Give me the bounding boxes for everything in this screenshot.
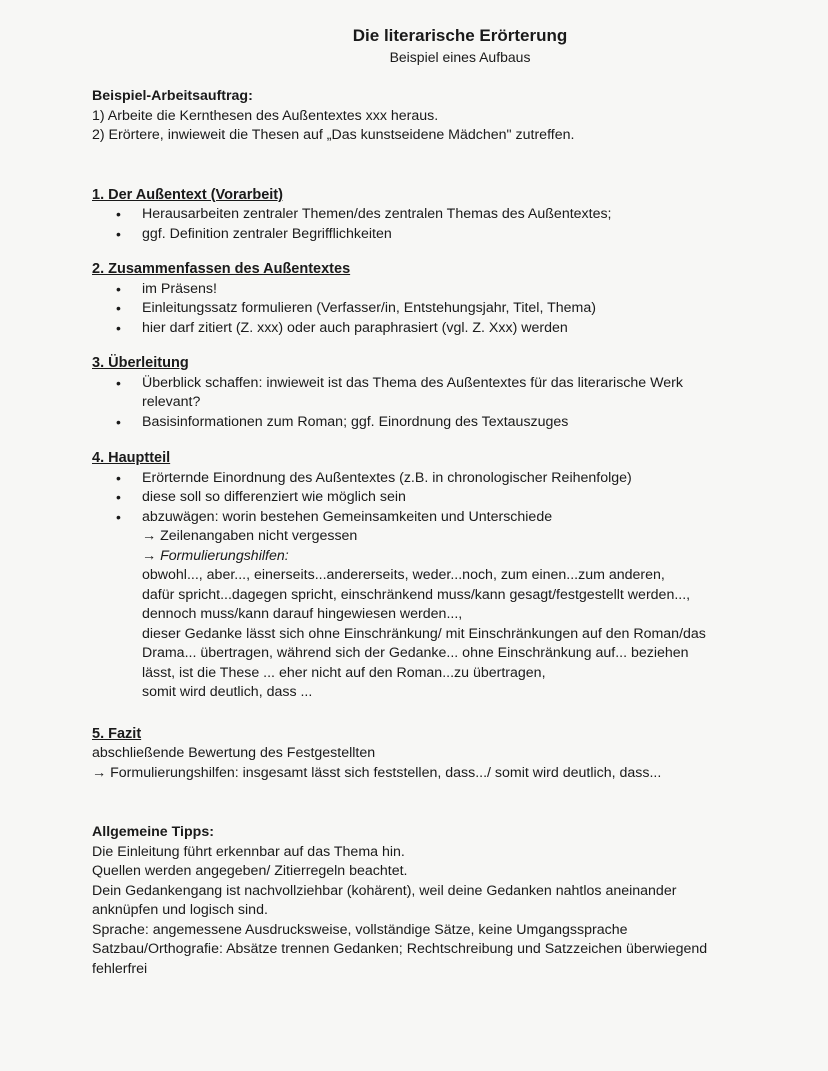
note-line: → Zeilenangaben nicht vergessen — [142, 528, 358, 544]
list-item: • im Präsens! — [142, 280, 768, 300]
section-fazit — [92, 725, 768, 784]
tips-heading: Allgemeine Tipps: — [92, 824, 214, 840]
list-item: • abzuwägen: worin bestehen Gemeinsamkeiten und Unterschiede — [142, 508, 768, 528]
assignment-line: 2) Erörtere, inwieweit die Thesen auf „Das kunstseidene Mädchen" zutreffen. — [92, 127, 575, 143]
list-item: • hier darf zitiert (Z. xxx) oder auch paraphrasiert (vgl. Z. Xxx) werden — [142, 319, 768, 339]
section-vorarbeit — [92, 186, 768, 245]
bullet-list — [92, 280, 768, 339]
assignment-line: 1) Arbeite die Kernthesen des Außentextes xxx heraus. — [92, 107, 439, 124]
phrase-line: somit wird deutlich, dass ... — [142, 684, 313, 700]
page-title: Die literarische Erörterung — [352, 26, 568, 45]
section-ueberleitung — [92, 354, 768, 432]
list-item: • Basisinformationen zum Roman; ggf. Einordnung des Textauszuges — [142, 413, 702, 433]
section-hauptteil — [92, 449, 768, 703]
tips-block — [92, 823, 732, 979]
note-line: → Formulierungshilfen: — [142, 547, 289, 564]
section-heading: 3. Überleitung — [92, 355, 189, 371]
section-zusammenfassen — [92, 260, 768, 338]
list-item: • diese soll so differenziert wie möglich sein — [142, 488, 768, 508]
section-heading: 1. Der Außentext (Vorarbeit) — [92, 186, 283, 203]
bullet-list — [92, 469, 768, 528]
section-heading: 5. Fazit — [92, 725, 142, 742]
tip-line: Dein Gedankengang ist nachvollziehbar (kohärent), weil deine Gedanken nahtlos aneinander anknüpfen und logisch sind. — [92, 882, 677, 918]
list-item: • Überblick schaffen: inwieweit ist das Thema des Außentextes für das literarische Werk relevant? — [142, 374, 702, 413]
phrase-line: dafür spricht...dagegen spricht, einschränkend muss/kann gesagt/festgestellt werden..., dennoch muss/kann darauf hingewiesen werden..., — [142, 586, 691, 622]
assignment-heading: Beispiel-Arbeitsauftrag: — [92, 88, 253, 104]
phrase-block — [92, 566, 717, 703]
tip-line: Quellen werden angegeben/ Zitierregeln beachtet. — [92, 863, 408, 879]
list-item: • Erörternde Einordnung des Außentextes (z.B. in chronologischer Reihenfolge) — [142, 469, 768, 489]
fazit-line: abschließende Bewertung des Festgestellten — [92, 745, 376, 761]
list-item: • Einleitungssatz formulieren (Verfasser/in, Entstehungsjahr, Titel, Thema) — [142, 299, 768, 319]
fazit-line: → Formulierungshilfen: insgesamt lässt sich feststellen, dass.../ somit wird deutlich, dass... — [92, 764, 662, 781]
phrase-line: dieser Gedanke lässt sich ohne Einschränkung/ mit Einschränkungen auf den Roman/das Drama... übertragen, während sich der Gedanke... ohne Einschränkung auf... beziehen lässt, ist die These ... eher nicht auf den Roman...zu übertragen, — [142, 625, 706, 681]
assignment-block — [92, 87, 768, 146]
tip-line: Satzbau/Orthografie: Absätze trennen Gedanken; Rechtschreibung und Satzzeichen überwiegend fehlerfrei — [92, 941, 708, 977]
bullet-list — [92, 205, 768, 244]
tip-line: Die Einleitung führt erkennbar auf das Thema hin. — [92, 843, 405, 860]
phrase-line: obwohl..., aber..., einerseits...andererseits, weder...noch, zum einen...zum anderen, — [142, 567, 665, 583]
page-subtitle: Beispiel eines Aufbaus — [389, 49, 531, 65]
tip-line: Sprache: angemessene Ausdrucksweise, vollständige Sätze, keine Umgangssprache — [92, 921, 628, 938]
list-item: • Herausarbeiten zentraler Themen/des zentralen Themas des Außentextes; — [142, 205, 768, 225]
section-heading: 4. Hauptteil — [92, 450, 171, 466]
list-item: • ggf. Definition zentraler Begrifflichkeiten — [142, 225, 768, 245]
section-heading: 2. Zusammenfassen des Außentextes — [92, 261, 351, 277]
bullet-list — [92, 374, 702, 433]
